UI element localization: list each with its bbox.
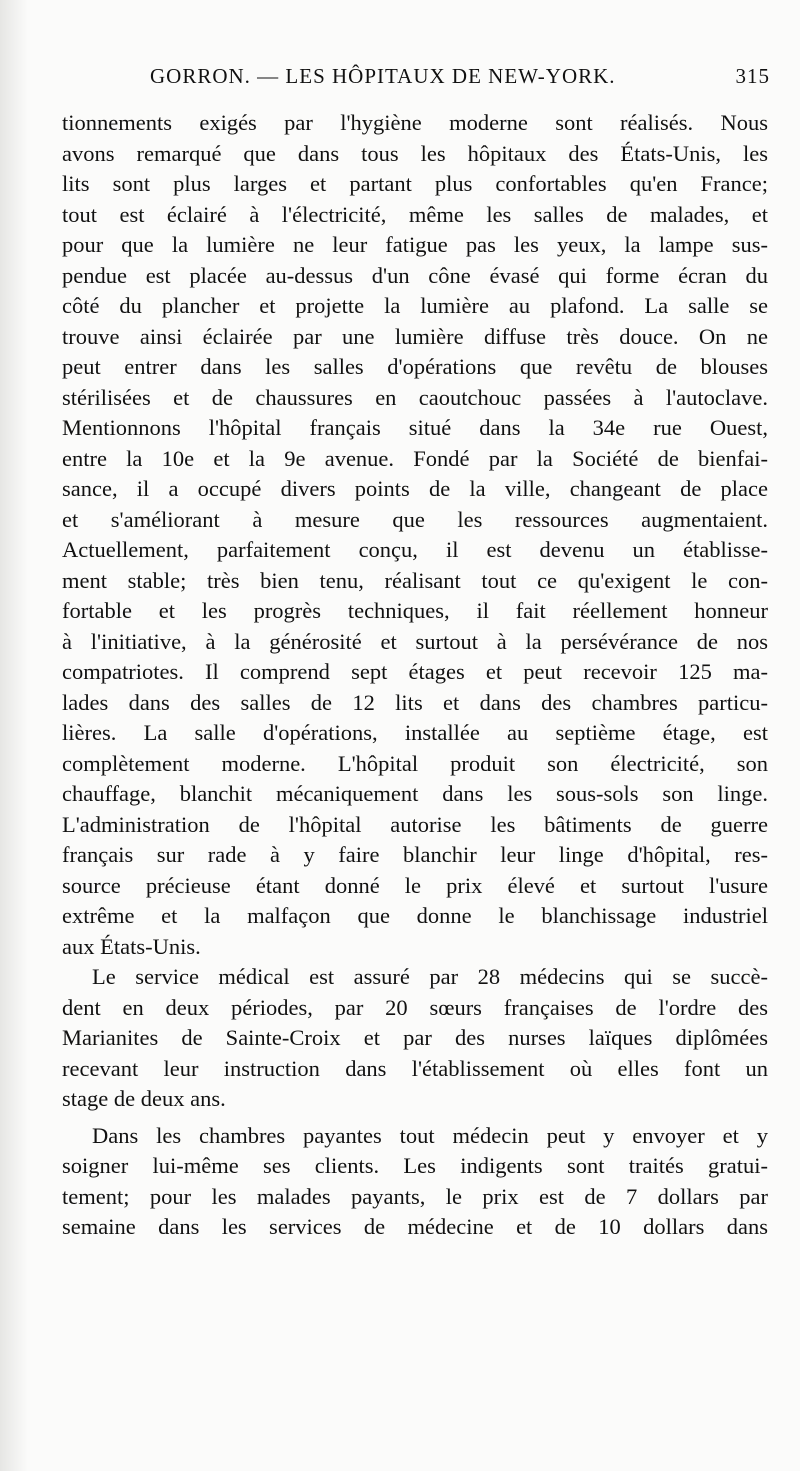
text-line: Le service médical est assuré par 28 médecins qui se succè-	[92, 964, 768, 989]
page-number: 315	[735, 64, 770, 88]
page-edge-shadow	[0, 0, 28, 1471]
paragraph-3	[62, 1121, 768, 1243]
text-line: français sur rade à y faire blanchir leur linge d'hôpital, res-	[62, 842, 768, 867]
text-line: à l'initiative, à la générosité et surtout à la persévérance de nos	[62, 628, 768, 654]
text-line: Actuellement, parfaitement conçu, il est devenu un établisse-	[62, 537, 768, 562]
text-line: fortable et les progrès techniques, il fait réellement honneur	[62, 598, 768, 623]
text-line: lières. La salle d'opérations, installée au septième étage, est	[62, 720, 768, 745]
running-head	[150, 64, 770, 92]
text-line: aux États-Unis.	[62, 933, 201, 959]
text-line: lades dans des salles de 12 lits et dans des chambres particu-	[62, 689, 768, 715]
text-line: Marianites de Sainte-Croix et par des nurses laïques diplômées	[62, 1025, 768, 1050]
text-line: source précieuse étant donné le prix élevé et surtout l'usure	[62, 872, 768, 898]
text-line: sance, il a occupé divers points de la ville, changeant de place	[62, 476, 768, 501]
text-line: côté du plancher et projette la lumière au plafond. La salle se	[62, 293, 768, 318]
running-title: GORRON. — LES HÔPITAUX DE NEW-YORK.	[150, 64, 616, 88]
text-line: Mentionnons l'hôpital français situé dans la 34e rue Ouest,	[62, 415, 768, 440]
text-line: recevant leur instruction dans l'établissement où elles font un	[62, 1055, 768, 1081]
paragraph-2	[62, 962, 768, 1115]
text-line: soigner lui-même ses clients. Les indigents sont traités gratui-	[62, 1153, 768, 1178]
text-line: lits sont plus larges et partant plus confortables qu'en France;	[62, 171, 768, 196]
text-line: peut entrer dans les salles d'opérations que revêtu de blouses	[62, 354, 768, 379]
text-line: tionnements exigés par l'hygiène moderne sont réalisés. Nous	[62, 110, 768, 135]
text-line: compatriotes. Il comprend sept étages et peut recevoir 125 ma-	[62, 659, 768, 684]
text-line: chauffage, blanchit mécaniquement dans les sous-sols son linge.	[62, 781, 768, 806]
paragraph-1	[62, 108, 768, 962]
text-line: dent en deux périodes, par 20 sœurs françaises de l'ordre des	[62, 994, 768, 1020]
text-line: avons remarqué que dans tous les hôpitaux des États-Unis, les	[62, 140, 768, 166]
text-line: L'administration de l'hôpital autorise les bâtiments de guerre	[62, 811, 768, 837]
text-line: extrême et la malfaçon que donne le blanchissage industriel	[62, 903, 768, 928]
text-line: semaine dans les services de médecine et de 10 dollars dans	[62, 1214, 768, 1239]
text-line: stage de deux ans.	[62, 1086, 226, 1111]
text-line: stérilisées et de chaussures en caoutchouc passées à l'autoclave.	[62, 384, 768, 410]
text-line: pour que la lumière ne leur fatigue pas les yeux, la lampe sus-	[62, 232, 768, 257]
text-line: tement; pour les malades payants, le prix est de 7 dollars par	[62, 1183, 768, 1209]
text-line: et s'améliorant à mesure que les ressources augmentaient.	[62, 506, 768, 532]
text-line: complètement moderne. L'hôpital produit son électricité, son	[62, 750, 768, 776]
body-text	[62, 108, 768, 1243]
text-line: pendue est placée au-dessus d'un cône évasé qui forme écran du	[62, 262, 768, 288]
text-line: entre la 10e et la 9e avenue. Fondé par la Société de bienfai-	[62, 445, 768, 471]
text-line: ment stable; très bien tenu, réalisant tout ce qu'exigent le con-	[62, 567, 768, 593]
text-line: trouve ainsi éclairée par une lumière diffuse très douce. On ne	[62, 323, 768, 349]
text-line: Dans les chambres payantes tout médecin peut y envoyer et y	[92, 1122, 768, 1148]
text-line: tout est éclairé à l'électricité, même les salles de malades, et	[62, 201, 768, 227]
